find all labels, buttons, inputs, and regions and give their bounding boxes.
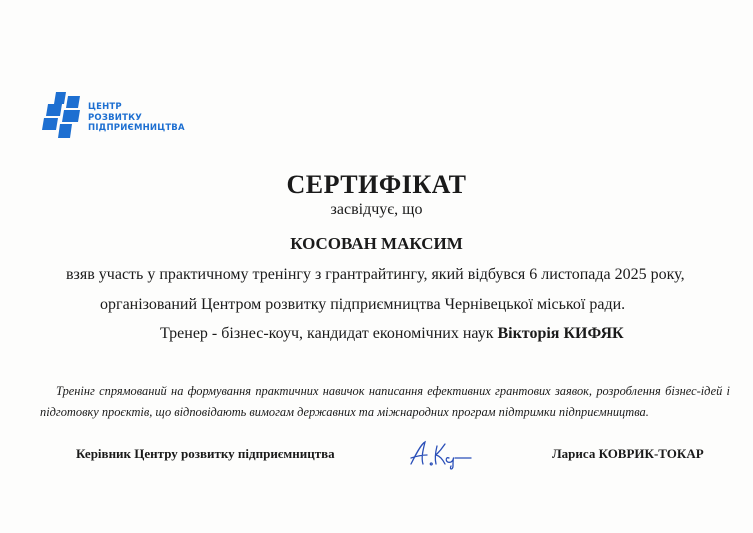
recipient-name: КОСОВАН МАКСИМ	[290, 234, 463, 253]
certifies-text: засвідчує, що	[330, 201, 423, 218]
participation-text: взяв участь у практичному тренінгу з грантрайтингу, який відбувся 6 листопада 2025 року,	[66, 266, 685, 283]
handwritten-signature	[405, 436, 485, 470]
signer-name: Лариса КОВРИК-ТОКАР	[552, 446, 704, 461]
logo-text	[88, 102, 185, 134]
signer-position: Керівник Центру розвитку підприємництва	[76, 446, 335, 461]
organization-logo	[42, 90, 185, 140]
certificate-title: СЕРТИФІКАТ	[286, 170, 467, 199]
logo-line: ПІДПРИЄМНИЦТВА	[88, 123, 185, 133]
trainer-title: Тренер - бізнес-коуч, кандидат економічних наук	[160, 325, 498, 342]
training-description: Тренінг спрямований на формування практичних навичок написання ефективних грантових заявок, розроблення бізнес-ідей і підготовку проєктів, що відповідають вимогам державних та міжнародних програм підтримки підприємництва.	[40, 384, 730, 419]
logo-line: РОЗВИТКУ	[88, 112, 142, 123]
logo-line: ЦЕНТР	[88, 102, 122, 112]
trainer-line	[160, 325, 624, 343]
logo-mark-icon	[42, 90, 88, 140]
organizer-text: організований Центром розвитку підприємництва Чернівецької міської ради.	[100, 296, 626, 313]
trainer-name: Вікторія КИФЯК	[497, 325, 624, 342]
